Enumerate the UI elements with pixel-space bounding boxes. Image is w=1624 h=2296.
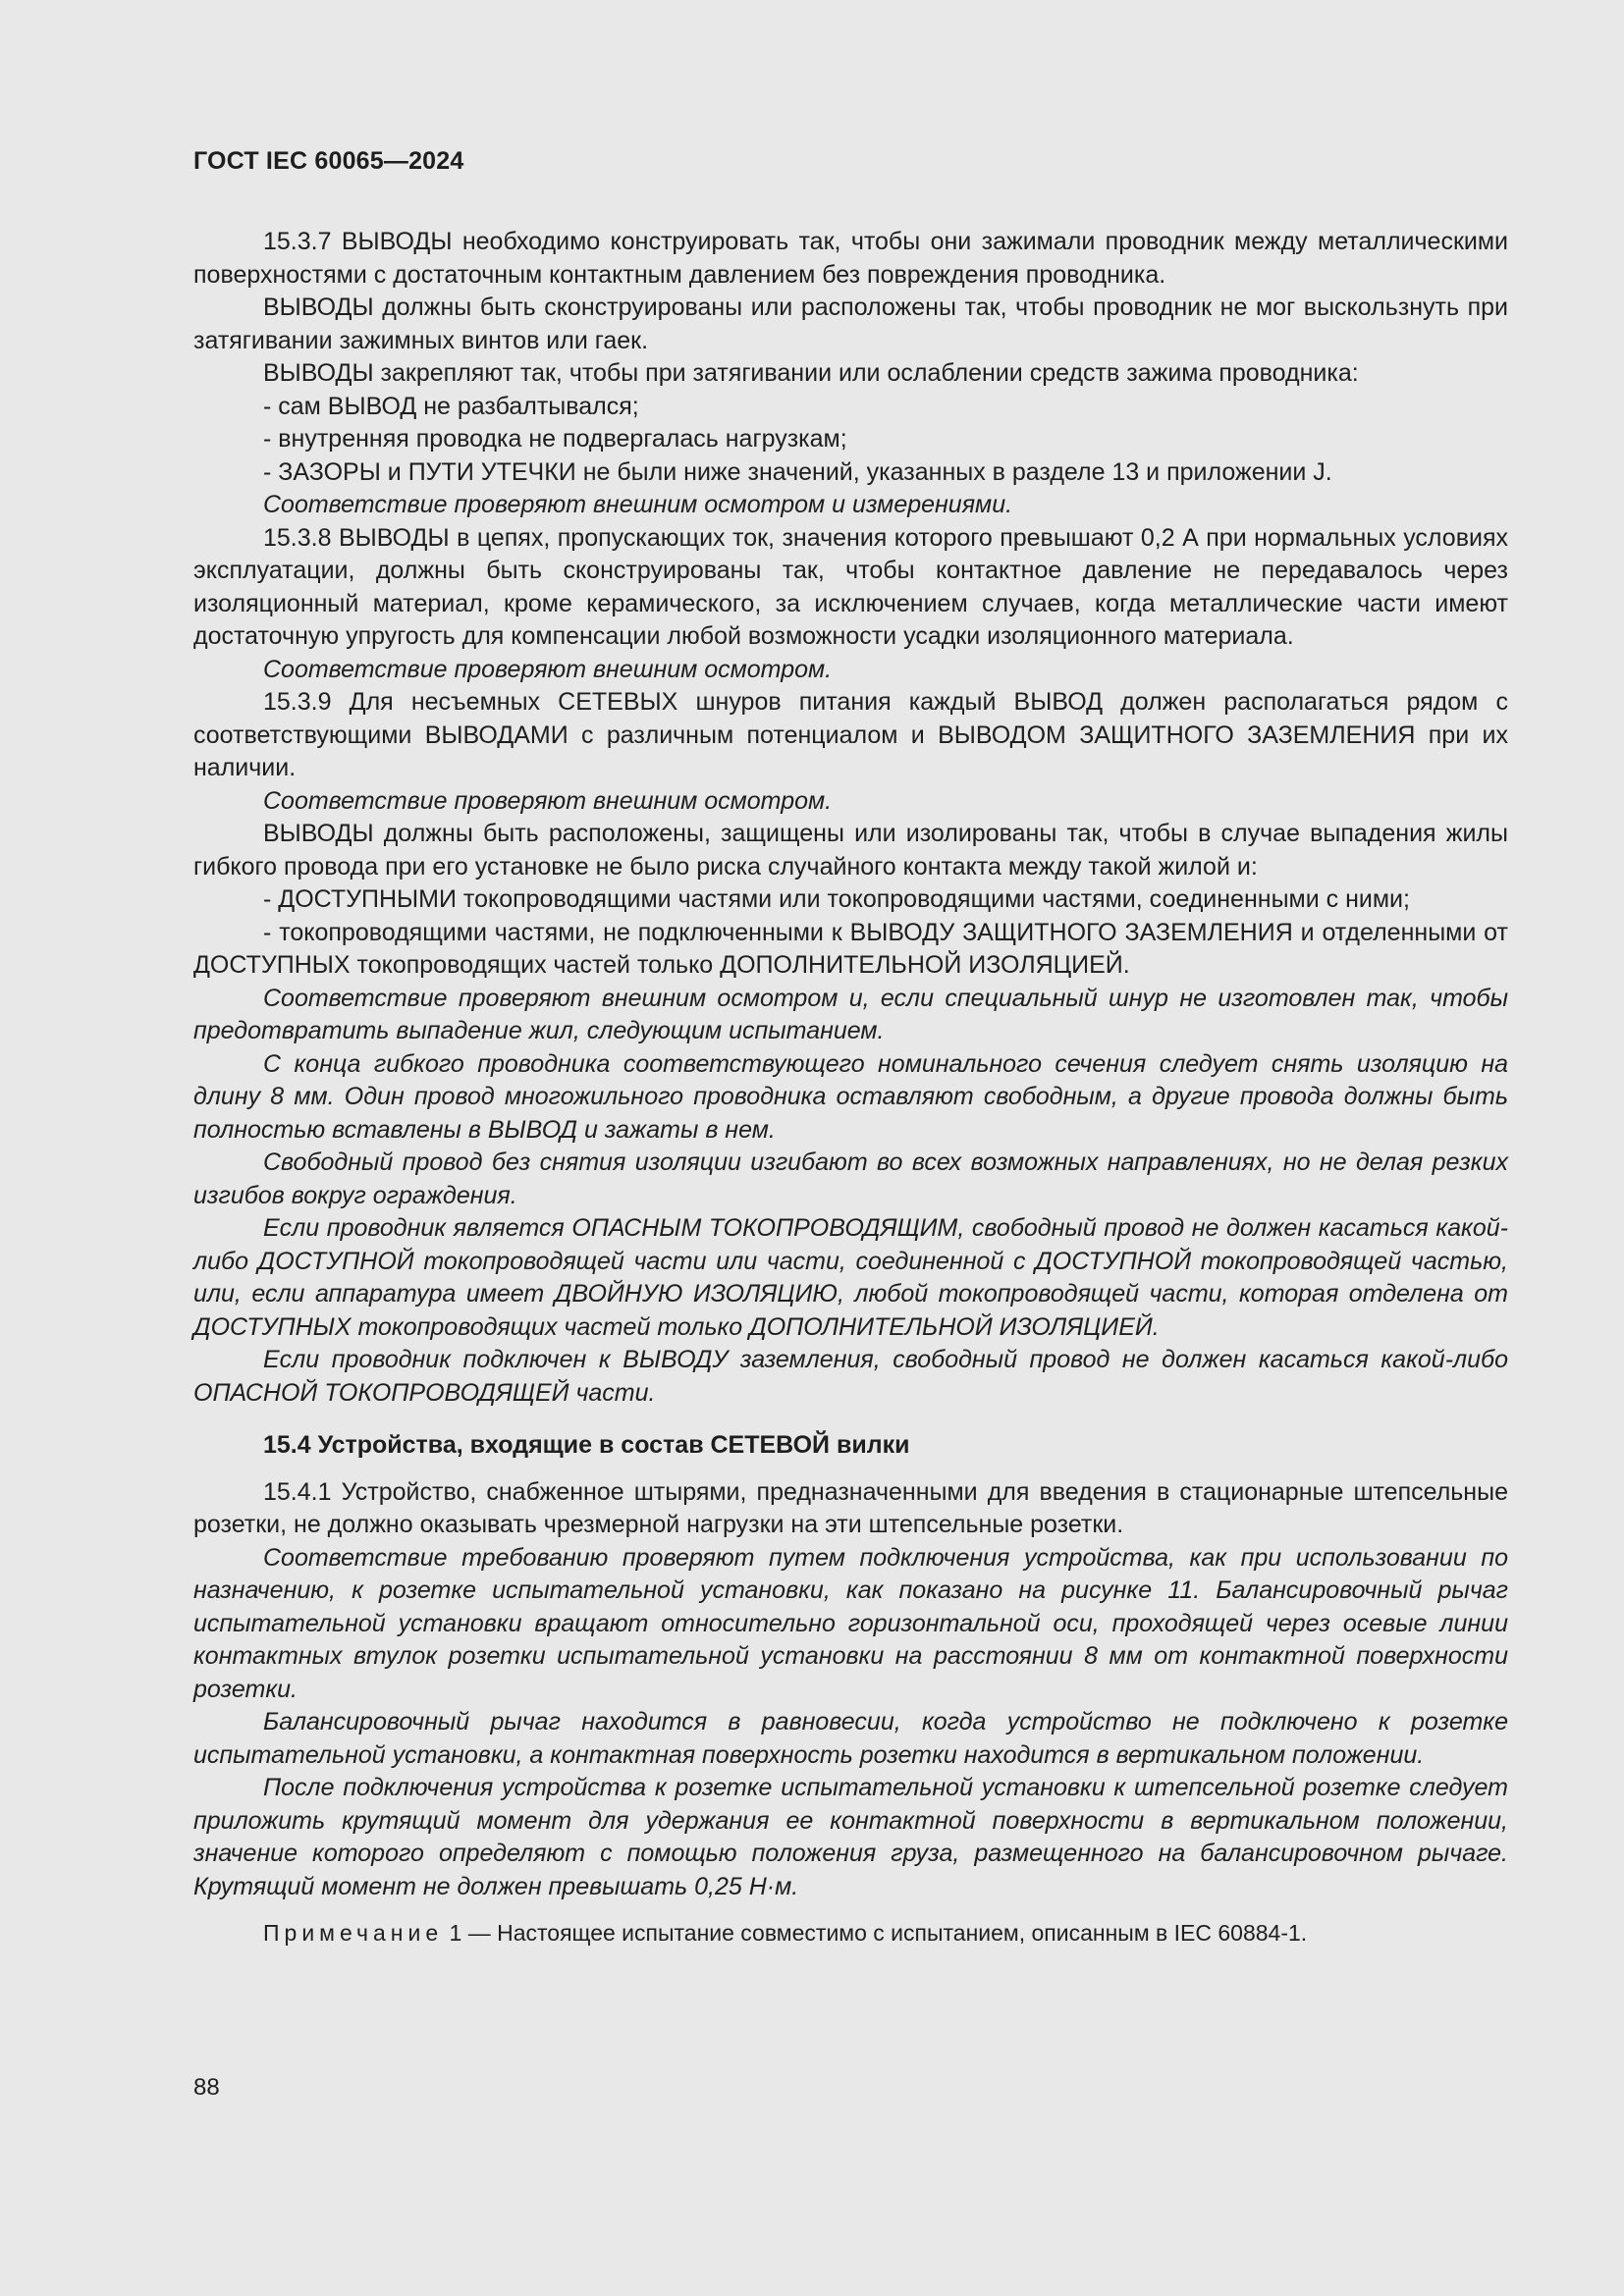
test-paragraph: Балансировочный рычаг находится в равновесии, когда устройство не подключено к розетке испытательной установки, а контактная поверхность розетки находится в вертикальном положении. [193,1708,1508,1769]
test-paragraph: Свободный провод без снятия изоляции изгибают во всех возможных направлениях, но не делая резких изгибов вокруг ограждения. [193,1148,1508,1209]
page-number: 88 [193,2074,220,2101]
document-body [193,226,1508,1950]
section-heading-15-4: 15.4 Устройства, входящие в состав СЕТЕВОЙ вилки [263,1431,910,1459]
note-text: 1 — Настоящее испытание совместимо с испытанием, описанным в IEC 60884-1. [443,1920,1308,1946]
note [193,1917,1508,1950]
list-item: - сам ВЫВОД не разбалтывался; [263,392,639,420]
paragraph-15-4-1: 15.4.1 Устройство, снабженное штырями, предназначенными для введения в стационарные штепсельные розетки, не должно оказывать чрезмерной нагрузки на эти штепсельные розетки. [193,1477,1508,1538]
list-item: - ДОСТУПНЫМИ токопроводящими частями или токопроводящими частями, соединенными с ними; [263,885,1410,913]
test-paragraph: После подключения устройства к розетке испытательной установки к штепсельной розетке следует приложить крутящий момент для удержания ее контактной поверхности в вертикальном положении, значение которого определяют с помощью положения груза, размещенного на балансировочном рычаге. Крутящий момент не должен превышать 0,25 Н·м. [193,1774,1508,1900]
paragraph: ВЫВОДЫ должны быть расположены, защищены или изолированы так, чтобы в случае выпадения жилы гибкого провода при его установке не было риска случайного контакта между такой жилой и: [193,820,1508,881]
note-label: Примечание [263,1920,444,1946]
compliance-paragraph: Соответствие требованию проверяют путем подключения устройства, как при использовании по назначению, к розетке испытательной установки, как показано на рисунке 11. Балансировочный рычаг испытательной установки вращают относительно горизонтальной оси, проходящей через осевые линии контактных втулок розетки испытательной установки на расстоянии 8 мм от контактной поверхности розетки. [193,1543,1508,1703]
paragraph: ВЫВОДЫ должны быть сконструированы или расположены так, чтобы проводник не мог выскользнуть при затягивании зажимных винтов или гаек. [193,294,1508,354]
list-item: - токопроводящими частями, не подключенными к ВЫВОДУ ЗАЩИТНОГО ЗАЗЕМЛЕНИЯ и отделенными от ДОСТУПНЫХ токопроводящих частей только ДОПОЛНИТЕЛЬНОЙ ИЗОЛЯЦИЕЙ. [193,918,1508,979]
compliance-paragraph: Соответствие проверяют внешним осмотром и измерениями. [263,491,1013,518]
test-paragraph: Если проводник является ОПАСНЫМ ТОКОПРОВОДЯЩИМ, свободный провод не должен касаться какой-либо ДОСТУПНОЙ токопроводящей части или части, соединенной с ДОСТУПНОЙ токопроводящей частью, или, если аппаратура имеет ДВОЙНУЮ ИЗОЛЯЦИЮ, любой токопроводящей части, которая отделена от ДОСТУПНЫХ токопроводящих частей только ДОПОЛНИТЕЛЬНОЙ ИЗОЛЯЦИЕЙ. [193,1214,1508,1341]
paragraph-15-3-7: 15.3.7 ВЫВОДЫ необходимо конструировать так, чтобы они зажимали проводник между металлическими поверхностями с достаточным контактным давлением без повреждения проводника. [193,228,1508,289]
compliance-paragraph: Соответствие проверяют внешним осмотром. [263,786,833,815]
paragraph-15-3-8: 15.3.8 ВЫВОДЫ в цепях, пропускающих ток, значения которого превышают 0,2 А при нормальных условиях эксплуатации, должны быть сконструированы так, чтобы контактное давление не передавалось через изоляционный материал, кроме керамического, за исключением случаев, когда металлические части имеют достаточную упругость для компенсации любой возможности усадки изоляционного материала. [193,523,1508,650]
compliance-paragraph: Соответствие проверяют внешним осмотром и, если специальный шнур не изготовлен так, чтобы предотвратить выпадение жил, следующим испытанием. [193,984,1508,1044]
paragraph: ВЫВОДЫ закрепляют так, чтобы при затягивании или ослаблении средств зажима проводника: [263,359,1359,387]
test-paragraph: Если проводник подключен к ВЫВОДУ заземления, свободный провод не должен касаться какой-либо ОПАСНОЙ ТОКОПРОВОДЯЩЕЙ части. [193,1346,1508,1407]
document-header-title: ГОСТ IEC 60065—2024 [193,147,464,175]
compliance-paragraph: Соответствие проверяют внешним осмотром. [263,655,833,683]
paragraph-15-3-9: 15.3.9 Для несъемных СЕТЕВЫХ шнуров питания каждый ВЫВОД должен располагаться рядом с соответствующими ВЫВОДАМИ с различным потенциалом и ВЫВОДОМ ЗАЩИТНОГО ЗАЗЕМЛЕНИЯ при их наличии. [193,688,1508,781]
test-paragraph: С конца гибкого проводника соответствующего номинального сечения следует снять изоляцию на длину 8 мм. Один провод многожильного проводника оставляют свободным, а другие провода должны быть полностью вставлены в ВЫВОД и зажаты в нем. [193,1049,1508,1144]
list-item: - ЗАЗОРЫ и ПУТИ УТЕЧКИ не были ниже значений, указанных в разделе 13 и приложении J. [263,457,1332,486]
list-item: - внутренняя проводка не подвергалась нагрузкам; [263,425,847,453]
